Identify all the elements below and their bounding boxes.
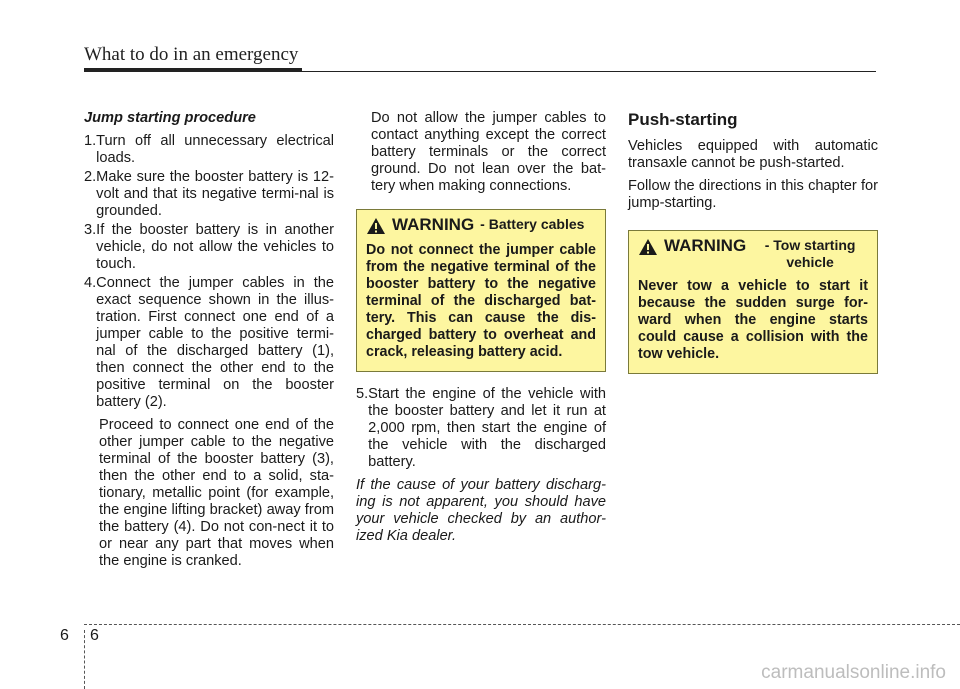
warning-word: WARNING: [392, 215, 475, 234]
warning-header: [638, 237, 868, 271]
push-starting-paragraph-2: Follow the directions in this chapter for jump-starting.: [628, 178, 878, 211]
battery-discharge-note: If the cause of your battery discharg-ing is not apparent, you should have your vehicle checked by an author-ized Kia dealer.: [356, 477, 606, 544]
step-text: Make sure the booster battery is 12-volt and that its negative termi-nal is grounded.: [96, 169, 334, 219]
footer-divider: [84, 630, 85, 689]
battery-cables-warning-box: [356, 209, 606, 372]
footer-rule: [84, 624, 960, 625]
warning-subtitle: - Tow starting vehicle: [764, 237, 856, 270]
step-3: [84, 222, 334, 273]
step-text: Start the engine of the vehicle with the booster battery and let it run at 2,000 rpm, then start the engine of the vehicle with the discharged battery.: [368, 386, 606, 470]
push-starting-paragraph-1: Vehicles equipped with automatic transaxle cannot be push-started.: [628, 138, 878, 171]
step-number: 1.: [84, 133, 97, 149]
step-text: Turn off all unnecessary electrical loads.: [96, 133, 334, 166]
warning-triangle-icon: [638, 238, 658, 256]
page-number: 6: [90, 627, 99, 644]
warning-body: Do not connect the jumper cable from the negative terminal of the booster battery to the negative terminal of the discharged bat-tery. This can cause the dis-charged battery to overheat and crack, releasing battery acid.: [366, 242, 596, 360]
step-2: [84, 169, 334, 220]
step-5: [356, 386, 606, 471]
step-text: Connect the jumper cables in the exact sequence shown in the illus-tration. First connect one end of a jumper cable to the positive termi-nal of the discharged battery (1), then connect the other end to the positive terminal on the booster battery (2).: [96, 275, 334, 410]
warning-triangle-icon: [366, 217, 386, 235]
page-header-title: What to do in an emergency: [84, 44, 299, 65]
push-starting-title: Push-starting: [628, 110, 738, 129]
step-4-paragraph-3: Do not allow the jumper cables to contact anything except the correct battery terminals or the correct ground. Do not lean over the bat-tery when making connections.: [371, 110, 606, 194]
column-3: [628, 111, 878, 388]
warning-body: Never tow a vehicle to start it because the sudden surge for-ward when the engine starts could cause a collision with the tow vehicle.: [638, 278, 868, 362]
step-number: 3.: [84, 222, 97, 238]
tow-starting-warning-box: [628, 230, 878, 374]
watermark: carmanualsonline.info: [761, 662, 946, 683]
warning-header: [366, 216, 596, 235]
step-4: [84, 275, 334, 411]
warning-word: WARNING: [664, 236, 747, 255]
step-4-paragraph-2: Proceed to connect one end of the other jumper cable to the negative terminal of the booster battery (3), then the other end to a solid, sta-tionary, metallic point (for example, the engine lifting bracket) away from the battery (4). Do not con-nect it to or near any part that moves when the engine is cranked.: [99, 417, 334, 569]
step-number: 2.: [84, 169, 97, 185]
jump-start-subheading: Jump starting procedure: [84, 110, 256, 126]
warning-subtitle: - Battery cables: [480, 216, 585, 232]
step-1: [84, 133, 334, 167]
chapter-number: 6: [60, 627, 69, 644]
step-text: If the booster battery is in another vehicle, do not allow the vehicles to touch.: [96, 222, 334, 272]
column-1: [84, 110, 334, 570]
step-number: 4.: [84, 275, 97, 291]
column-2: [356, 110, 606, 545]
header-rule: [84, 71, 876, 72]
step-number: 5.: [356, 386, 369, 402]
